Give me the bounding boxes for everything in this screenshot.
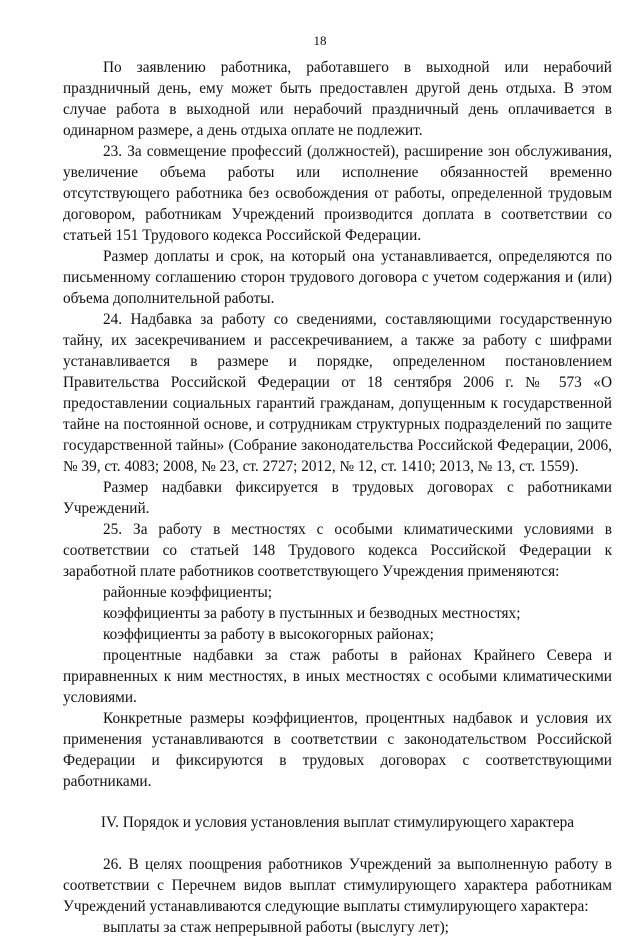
list-item: коэффициенты за работу в пустынных и безводных местностях; bbox=[103, 605, 521, 622]
paragraph-25: 25. За работу в местностях с особыми климатическими условиями в соответствии со статьей 148 Трудового кодекса Российской Федерации к заработной плате работников соответствующего Учреждения применяются: bbox=[63, 521, 612, 580]
section-heading: IV. Порядок и условия установления выплат стимулирующего характера bbox=[100, 814, 575, 831]
paragraph-24: 24. Надбавка за работу со сведениями, составляющими государственную тайну, их засекречиванием и рассекречиванием, а также за работу с шифрами устанавливается в размере и порядке, определенном постановлением Правительства Российской Федерации от 18 сентября 2006 г. № 573 «О предоставлении социальных гарантий гражданам, допущенным к государственной тайне на постоянной основе, и сотрудникам структурных подразделений по защите государственной тайны» (Собрание законодательства Российской Федерации, 2006, № 39, ст. 4083; 2008, № 23, ст. 2727; 2012, № 12, ст. 1410; 2013, № 13, ст. 1559). bbox=[63, 311, 612, 475]
list-item: коэффициенты за работу в высокогорных районах; bbox=[103, 626, 434, 643]
document-body bbox=[63, 57, 612, 938]
list-item: процентные надбавки за стаж работы в районах Крайнего Севера и приравненных к ним местностях, в иных местностях с особыми климатическими условиями. bbox=[63, 647, 612, 706]
paragraph-day-off: По заявлению работника, работавшего в выходной или нерабочий праздничный день, ему может быть предоставлен другой день отдыха. В этом случае работа в выходной или нерабочий праздничный день оплачивается в одинарном размере, а день отдыха оплате не подлежит. bbox=[63, 59, 612, 139]
paragraph-seniority-payments: выплаты за стаж непрерывной работы (выслугу лет); bbox=[103, 919, 449, 936]
paragraph-26: 26. В целях поощрения работников Учреждений за выполненную работу в соответствии с Перечнем видов выплат стимулирующего характера работникам Учреждений устанавливаются следующие выплаты стимулирующего характера: bbox=[63, 856, 612, 915]
paragraph-coefficients: Конкретные размеры коэффициентов, процентных надбавок и условия их применения устанавливаются в соответствии с законодательством Российской Федерации и фиксируются в трудовых договорах с соответствующими работниками. bbox=[63, 710, 612, 790]
page-number: 18 bbox=[313, 33, 327, 48]
paragraph-23: 23. За совмещение профессий (должностей), расширение зон обслуживания, увеличение объема работы или исполнение обязанностей временно отсутствующего работника без освобождения от работы, определенной трудовым договором, работникам Учреждений производится доплата в соответствии со статьей 151 Трудового кодекса Российской Федерации. bbox=[63, 143, 612, 244]
paragraph-surcharge-size: Размер доплаты и срок, на который она устанавливается, определяются по письменному соглашению сторон трудового договора с учетом содержания и (или) объема дополнительной работы. bbox=[63, 248, 612, 307]
paragraph-allowance-size: Размер надбавки фиксируется в трудовых договорах с работниками Учреждений. bbox=[63, 479, 612, 517]
list-item: районные коэффициенты; bbox=[103, 584, 272, 601]
